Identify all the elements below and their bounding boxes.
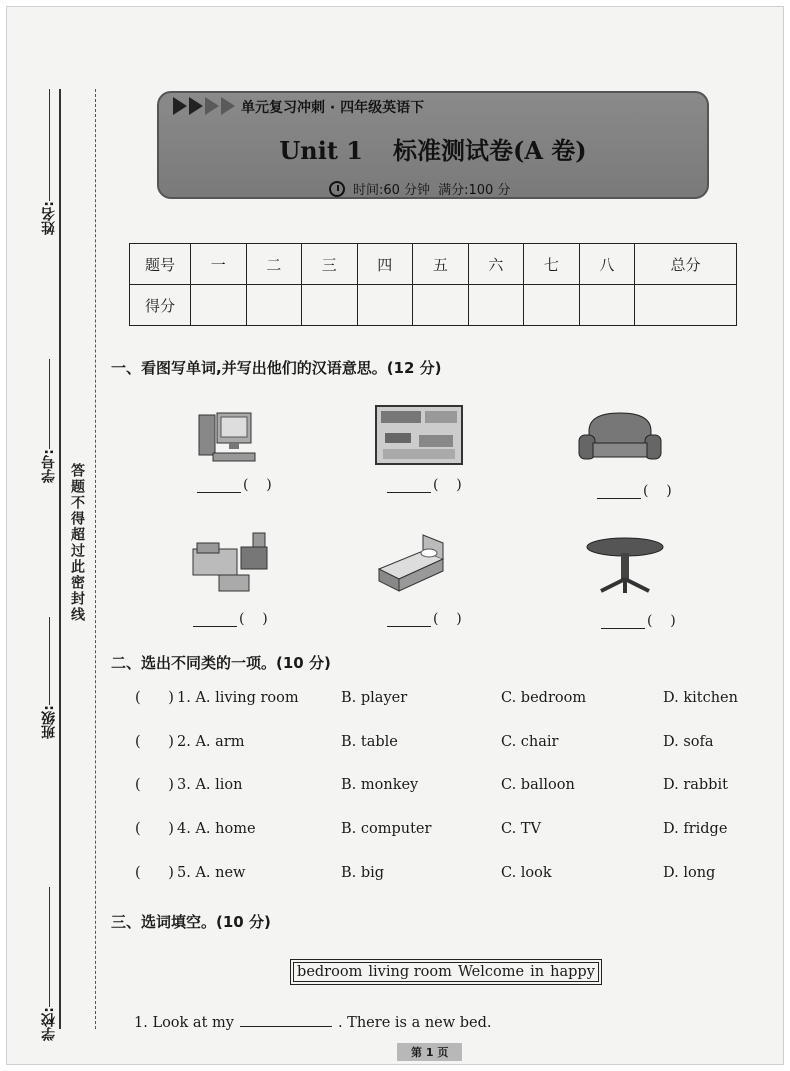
word-bank: [290, 959, 602, 985]
score-cell[interactable]: [302, 285, 358, 326]
score-header-cell: 题号: [130, 244, 191, 285]
section2-heading: 二、选出不同类的一项。(10 分): [111, 654, 331, 672]
section3-heading: 三、选词填空。(10 分): [111, 913, 271, 931]
option-d: D. long: [663, 865, 716, 881]
answer-line-4[interactable]: [193, 611, 268, 627]
answer-paren[interactable]: ( ): [135, 690, 174, 706]
student-id-field[interactable]: [29, 359, 69, 483]
option-c: C. TV: [501, 821, 541, 837]
score-cell[interactable]: [468, 285, 524, 326]
computer-icon: [193, 409, 263, 465]
meaning-paren[interactable]: ( ): [239, 611, 268, 627]
fill-question-1: [134, 1012, 492, 1031]
option-c: C. bedroom: [501, 690, 587, 706]
page-title: [159, 131, 707, 166]
answer-line-5[interactable]: [387, 611, 462, 627]
option-a: 1. A. living room: [177, 690, 299, 706]
time-limit: 时间:60 分钟: [353, 183, 431, 198]
score-header-cell: 七: [524, 244, 580, 285]
answer-paren[interactable]: ( ): [135, 821, 174, 837]
word-bank-item: Welcome: [457, 964, 525, 980]
word-blank[interactable]: [387, 478, 431, 493]
meaning-paren[interactable]: ( ): [433, 477, 462, 493]
meaning-paren[interactable]: ( ): [433, 611, 462, 627]
score-header-cell: 二: [246, 244, 302, 285]
table-icon: [583, 535, 667, 595]
answer-line-1[interactable]: [197, 477, 272, 493]
full-score: 满分:100 分: [438, 183, 511, 198]
fill-blank[interactable]: [240, 1012, 332, 1027]
option-b: B. big: [341, 865, 385, 881]
time-info: [329, 179, 510, 198]
option-d: D. fridge: [663, 821, 728, 837]
score-cell[interactable]: [635, 285, 737, 326]
score-cell[interactable]: [246, 285, 302, 326]
option-a: 3. A. lion: [177, 777, 243, 793]
option-a: 2. A. arm: [177, 734, 245, 750]
school-label: 学校:: [41, 1007, 57, 1041]
option-c: C. chair: [501, 734, 559, 750]
score-table: [129, 243, 737, 326]
test-title: 标准测试卷(A 卷): [392, 136, 587, 165]
score-cell[interactable]: [357, 285, 413, 326]
answer-paren[interactable]: ( ): [135, 734, 174, 750]
word-blank[interactable]: [197, 478, 241, 493]
bedroom-icon: [189, 527, 281, 595]
score-header-cell: 六: [468, 244, 524, 285]
bed-icon: [373, 529, 449, 595]
score-cell[interactable]: [413, 285, 469, 326]
score-table-score-row: [130, 285, 737, 326]
word-blank[interactable]: [387, 612, 431, 627]
word-blank[interactable]: [597, 484, 641, 499]
option-c: C. look: [501, 865, 552, 881]
question-text-before: 1. Look at my: [134, 1015, 234, 1031]
option-a: 4. A. home: [177, 821, 256, 837]
answer-line-2[interactable]: [387, 477, 462, 493]
score-header-cell: 三: [302, 244, 358, 285]
word-blank[interactable]: [601, 614, 645, 629]
student-id-blank[interactable]: [49, 359, 50, 449]
school-blank[interactable]: [49, 887, 50, 1007]
seal-note: 答题不得超过此密封线: [69, 463, 85, 623]
score-cell[interactable]: [191, 285, 247, 326]
answer-line-3[interactable]: [597, 483, 672, 499]
name-blank[interactable]: [49, 89, 50, 201]
classroom-icon: [375, 405, 463, 465]
name-field[interactable]: [29, 89, 69, 235]
header-banner: [157, 91, 709, 199]
seal-dashed-line: [95, 89, 96, 1029]
option-a: 5. A. new: [177, 865, 246, 881]
meaning-paren[interactable]: ( ): [243, 477, 272, 493]
score-header-cell: 总分: [635, 244, 737, 285]
sofa-icon: [575, 409, 665, 465]
student-id-label: 学号:: [41, 449, 57, 483]
word-blank[interactable]: [193, 612, 237, 627]
section1-heading: 一、看图写单词,并写出他们的汉语意思。(12 分): [111, 359, 442, 377]
answer-paren[interactable]: ( ): [135, 777, 174, 793]
class-field[interactable]: [29, 617, 69, 739]
score-header-cell: 一: [191, 244, 247, 285]
series-title: 单元复习冲刺 · 四年级英语下: [241, 100, 425, 116]
option-b: B. computer: [341, 821, 432, 837]
score-header-cell: 四: [357, 244, 413, 285]
unit-label: Unit 1: [279, 136, 363, 165]
exam-page: [6, 6, 784, 1065]
class-blank[interactable]: [49, 617, 50, 705]
question-text-after: . There is a new bed.: [337, 1015, 492, 1031]
answer-line-6[interactable]: [601, 613, 676, 629]
option-d: D. sofa: [663, 734, 714, 750]
word-bank-item: happy: [550, 964, 595, 980]
chevrons-icon: [173, 97, 237, 115]
score-header-cell: 八: [579, 244, 635, 285]
clock-icon: [329, 181, 345, 197]
option-b: B. player: [341, 690, 408, 706]
option-b: B. table: [341, 734, 398, 750]
score-row-label: 得分: [130, 285, 191, 326]
option-b: B. monkey: [341, 777, 419, 793]
score-cell[interactable]: [524, 285, 580, 326]
score-table-header-row: [130, 244, 737, 285]
option-c: C. balloon: [501, 777, 575, 793]
word-bank-item: in: [530, 964, 545, 980]
score-header-cell: 五: [413, 244, 469, 285]
word-bank-item: living room: [368, 964, 452, 980]
score-cell[interactable]: [579, 285, 635, 326]
page-number: 第 1 页: [397, 1043, 462, 1061]
school-field[interactable]: [29, 887, 69, 1041]
word-bank-item: bedroom: [297, 964, 363, 980]
option-d: D. kitchen: [663, 690, 738, 706]
option-d: D. rabbit: [663, 777, 728, 793]
answer-paren[interactable]: ( ): [135, 865, 174, 881]
meaning-paren[interactable]: ( ): [643, 483, 672, 499]
class-label: 班级:: [41, 705, 57, 739]
meaning-paren[interactable]: ( ): [647, 613, 676, 629]
name-label: 姓名:: [41, 201, 57, 235]
